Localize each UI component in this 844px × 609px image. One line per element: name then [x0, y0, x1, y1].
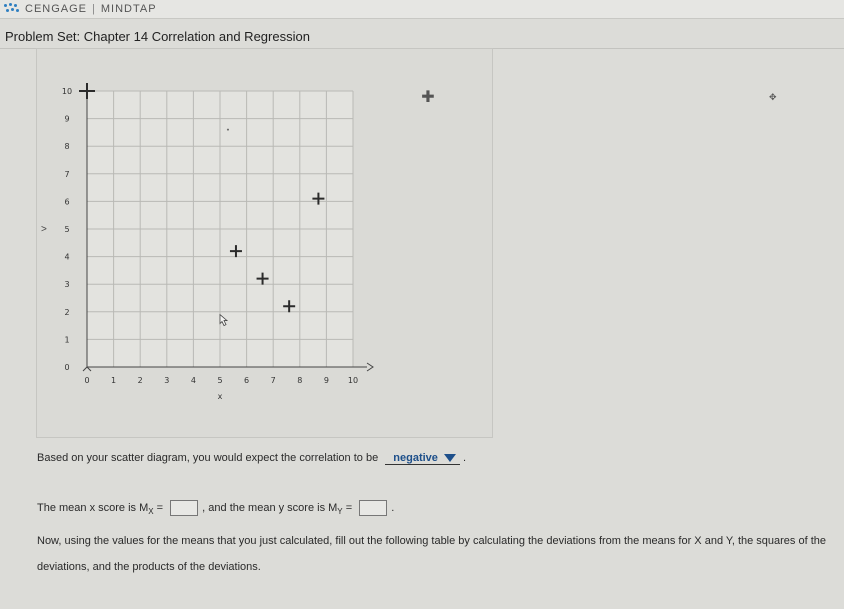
x-tick-label: 0 [84, 376, 90, 385]
equals-sign: = [156, 501, 164, 514]
y-tick-label: 2 [64, 307, 70, 317]
x-tick-label: 4 [190, 376, 196, 385]
equals-sign: = [345, 501, 353, 514]
mean-x-subscript: X [148, 507, 154, 517]
mean-y-subscript: Y [337, 507, 343, 517]
axis-origin-arrow-icon [83, 367, 91, 371]
x-axis-arrow-icon [367, 363, 373, 371]
pointer-icon: ✥ [769, 92, 777, 102]
mean-y-label: , and the mean y score is M [202, 501, 338, 514]
caret-icon: > [41, 224, 47, 235]
question-means [37, 500, 394, 516]
product-name: MINDTAP [100, 3, 157, 15]
cengage-logo-icon [4, 3, 20, 15]
correlation-dropdown-value: negative [393, 452, 438, 464]
x-tick-label: 7 [270, 376, 276, 385]
top-bar [0, 0, 844, 19]
x-tick-label: 1 [111, 376, 117, 385]
stray-dot [227, 129, 229, 131]
x-tick-label: 5 [217, 376, 223, 385]
x-tick-label: 9 [323, 376, 329, 385]
y-tick-label: 6 [64, 197, 70, 207]
question-deviations: Now, using the values for the means that you just calculated, fill out the following table by calculating the deviations from the means for X and Y, the squares of the deviations, and the products of the deviations. [37, 535, 827, 573]
sentence-end: . [391, 501, 395, 514]
dropdown-arrow-icon [444, 454, 456, 462]
x-tick-label: 10 [347, 376, 359, 385]
y-tick-label: 4 [64, 252, 70, 262]
x-tick-label: 3 [164, 376, 170, 385]
brand-name: CENGAGE [25, 3, 88, 15]
y-tick-label: 0 [64, 363, 70, 372]
mean-y-input[interactable] [359, 500, 387, 516]
y-tick-label: 9 [64, 114, 70, 124]
brand [4, 0, 157, 18]
sentence-end: . [462, 452, 467, 464]
question-correlation-text: Based on your scatter diagram, you would expect the correlation to be [37, 452, 379, 464]
x-tick-label: 6 [244, 376, 250, 385]
question-correlation [37, 452, 466, 465]
mean-x-input[interactable] [170, 500, 198, 516]
y-tick-label: 3 [64, 280, 70, 290]
plus-marker-tool-icon[interactable]: ✚ [421, 89, 435, 106]
y-tick-label: 10 [61, 87, 73, 96]
x-axis-label: x [217, 392, 223, 401]
correlation-dropdown[interactable] [385, 452, 460, 465]
mean-x-label: The mean x score is M [37, 501, 149, 514]
page-title: Problem Set: Chapter 14 Correlation and Regression [5, 29, 310, 44]
x-tick-label: 2 [137, 376, 143, 385]
brand-separator: | [92, 3, 96, 15]
y-tick-label: 1 [64, 335, 70, 345]
y-tick-label: 8 [64, 142, 70, 152]
y-tick-label: 5 [64, 225, 70, 234]
x-tick-label: 8 [297, 376, 303, 385]
y-tick-label: 7 [64, 169, 70, 179]
